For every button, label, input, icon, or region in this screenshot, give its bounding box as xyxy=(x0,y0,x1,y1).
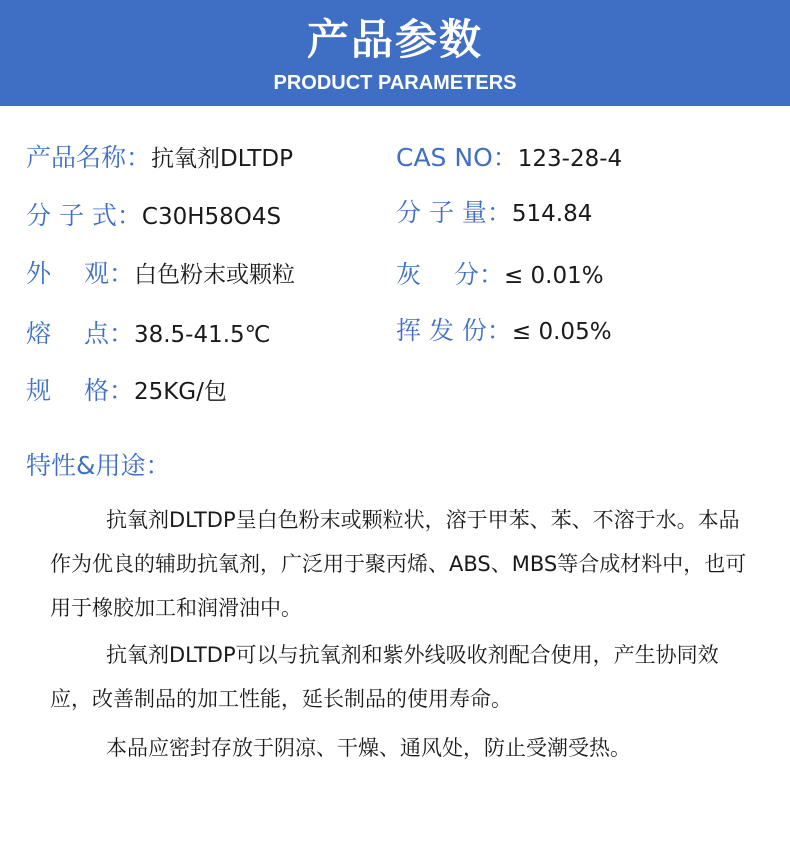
param-label: 外 观： xyxy=(26,259,134,288)
param-value: C30H58O4S xyxy=(141,204,282,230)
param-label: 灰 分： xyxy=(396,260,504,289)
param-volatile xyxy=(396,311,612,351)
param-label: 熔 点： xyxy=(26,319,134,348)
param-label: 分 子 量： xyxy=(396,198,512,227)
param-label: 规 格： xyxy=(26,376,134,405)
param-label: CAS NO： xyxy=(396,143,518,172)
param-formula xyxy=(26,196,281,236)
param-label: 产品名称： xyxy=(26,143,152,172)
page-title: 产品参数 xyxy=(306,15,483,64)
param-value: 514.84 xyxy=(511,201,593,227)
header-banner xyxy=(0,0,790,106)
features-paragraph-1: 抗氧剂DLTDP呈白色粉末或颗粒状，溶于甲苯、苯、不溶于水。本品作为优良的辅助抗氧剂，广泛用于聚丙烯、ABS、MBS等合成材料中，也可用于橡胶加工和润滑油中。 xyxy=(50,508,747,620)
param-ash xyxy=(396,255,604,295)
param-value: 123-28-4 xyxy=(517,146,623,172)
param-value: 白色粉末或颗粒 xyxy=(133,262,295,288)
page-subtitle: PRODUCT PARAMETERS xyxy=(273,72,517,94)
param-label: 分 子 式： xyxy=(26,201,142,230)
features-title: 特性&用途： xyxy=(26,451,171,480)
param-value: ≤ 0.01% xyxy=(503,263,604,289)
param-spec xyxy=(26,371,227,411)
param-value: 抗氧剂DLTDP xyxy=(151,146,294,172)
param-value: 38.5-41.5℃ xyxy=(133,322,271,348)
param-molecular-weight xyxy=(396,193,592,233)
param-appearance xyxy=(26,254,295,294)
param-value: ≤ 0.05% xyxy=(511,319,612,345)
features-paragraph-2: 抗氧剂DLTDP可以与抗氧剂和紫外线吸收剂配合使用，产生协同效应，改善制品的加工性能，延长制品的使用寿命。 xyxy=(50,643,719,711)
param-value: 25KG/包 xyxy=(133,379,227,405)
param-melting-point xyxy=(26,314,271,354)
features-paragraph-3: 本品应密封存放于阴凉、干燥、通风处，防止受潮受热。 xyxy=(106,736,631,760)
param-product-name xyxy=(26,138,293,178)
param-cas xyxy=(396,138,622,178)
param-label: 挥 发 份： xyxy=(396,316,512,345)
